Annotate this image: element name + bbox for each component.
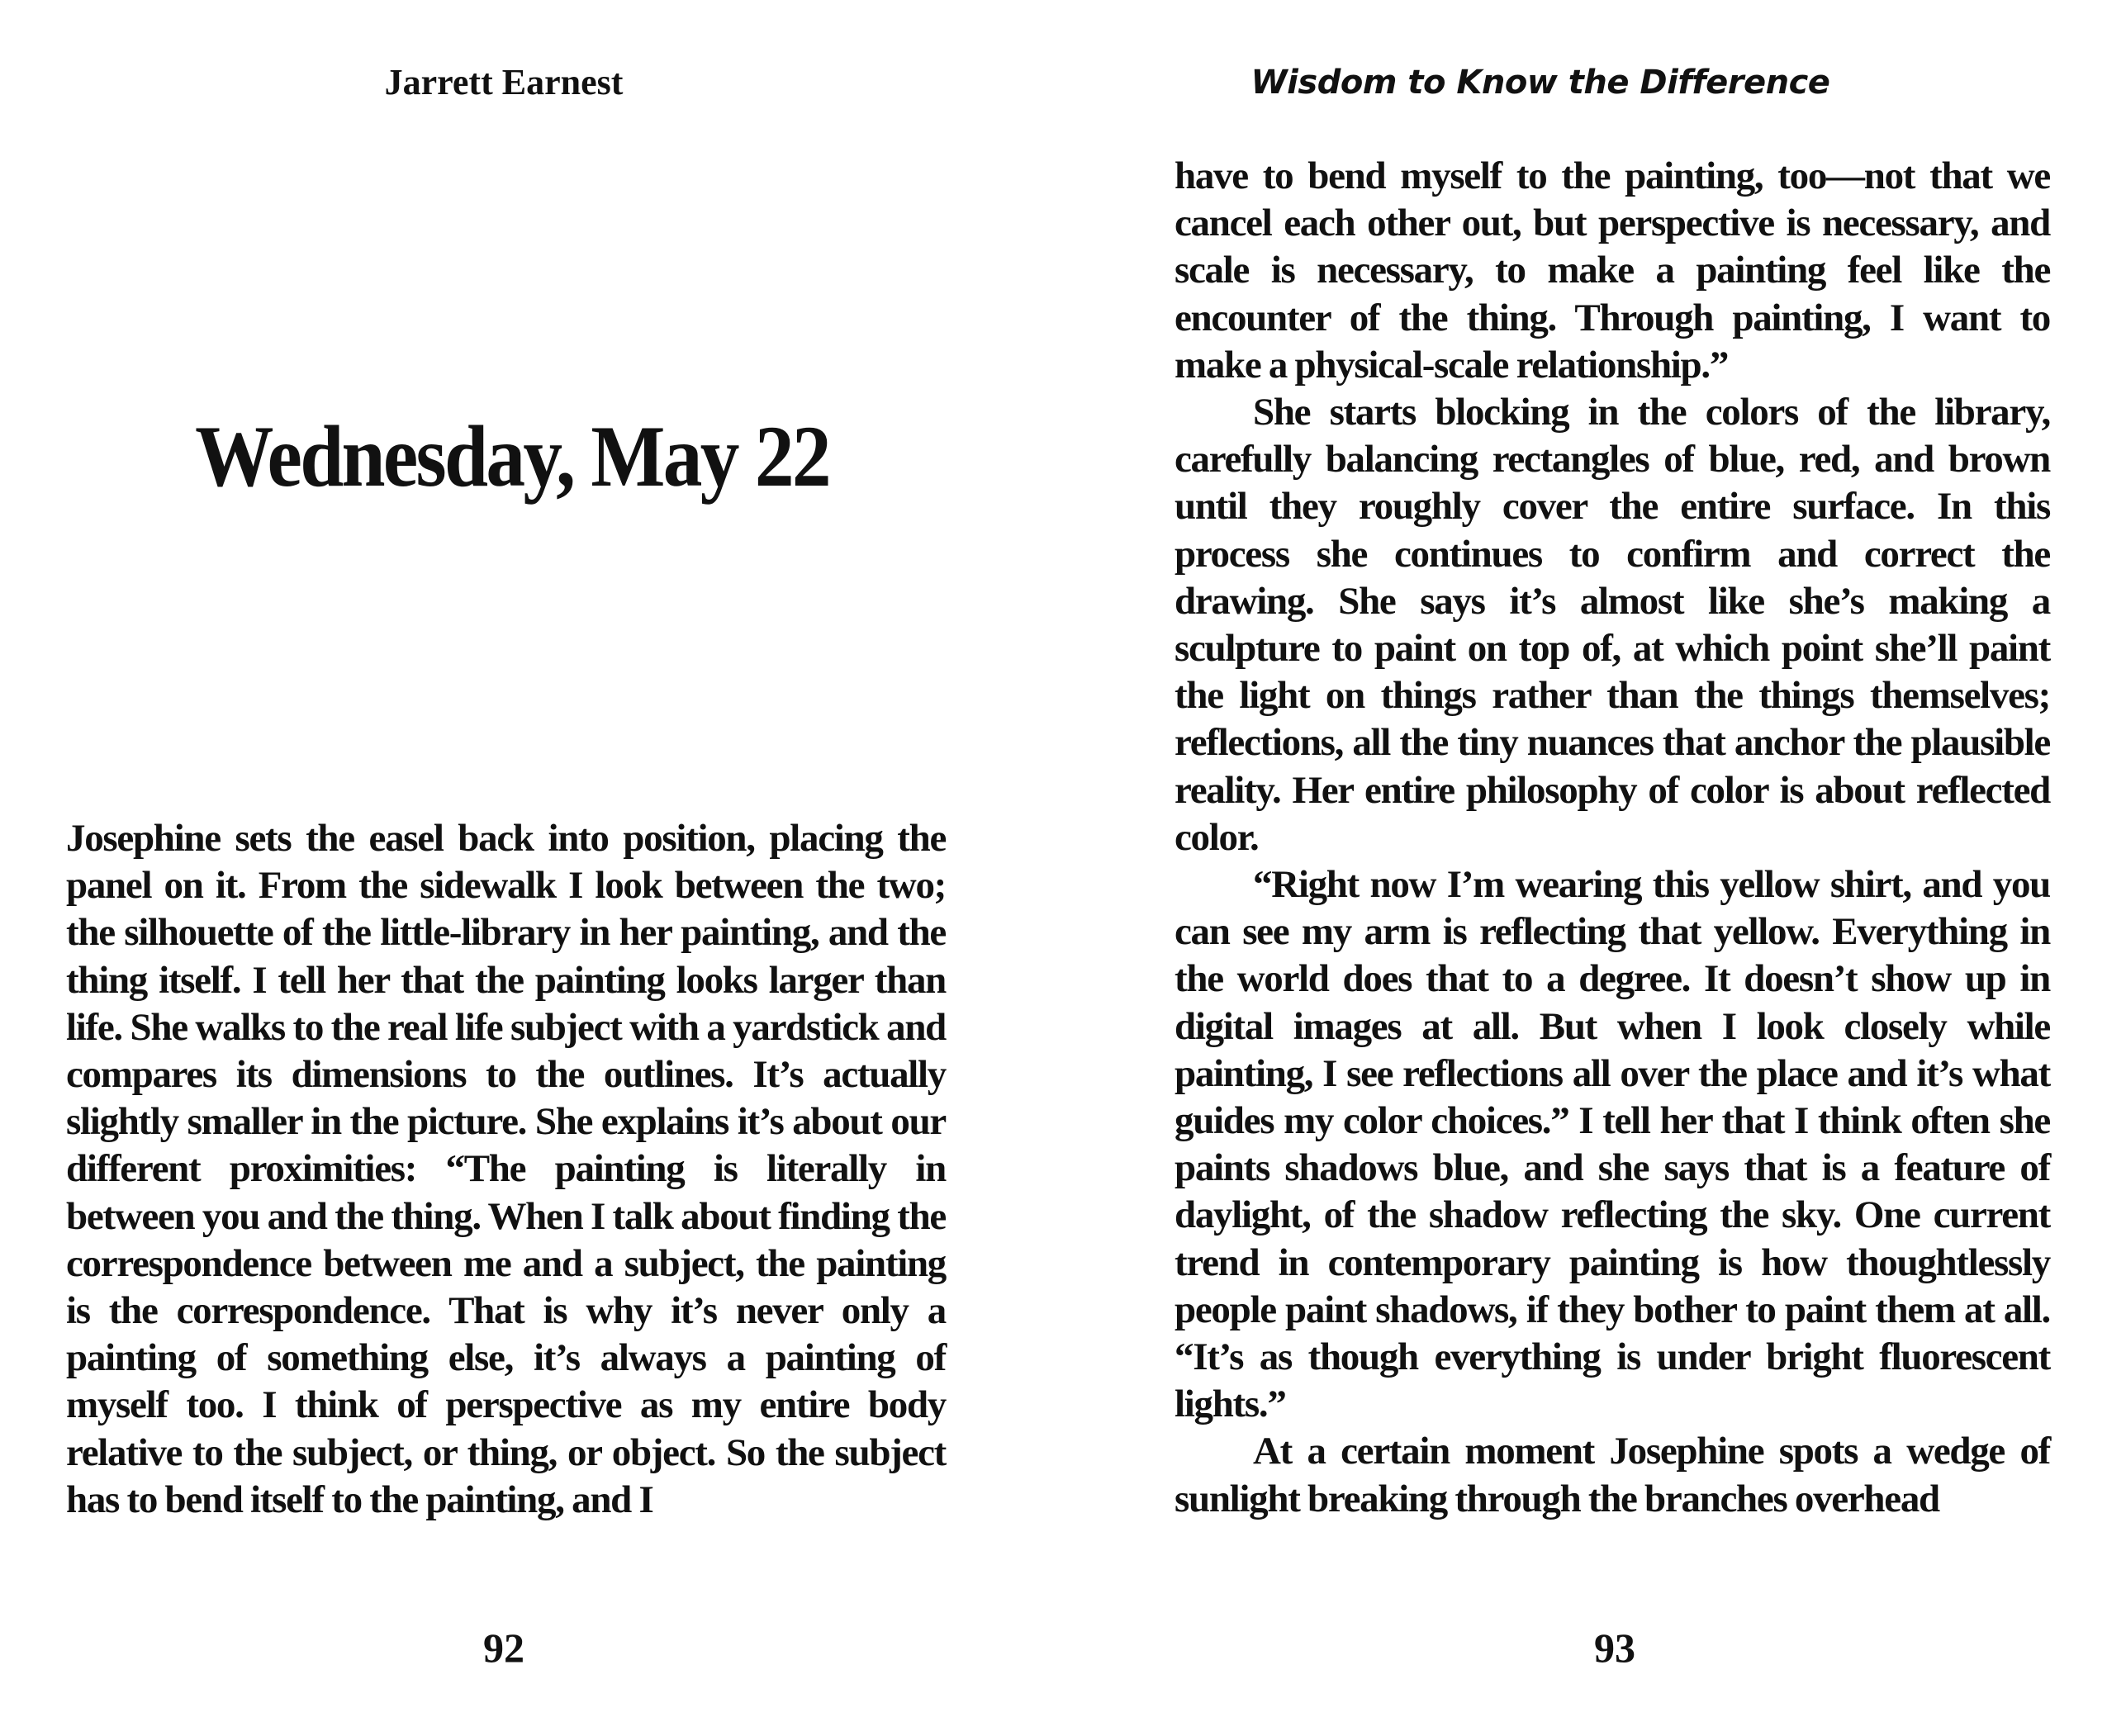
paragraph: Josephine sets the easel back into position, placing the panel on it. From the sidewalk I look between the two; the silhouette of the little-library in her painting, and the thing itself. I tell her that the painting looks larger than life. She walks to the real life subject with a yardstick and compares its dimensions to the outlines. It’s actually slightly smaller in the picture. She explains it’s about our different proximities: “The painting is literally in between you and the thing. When I talk about finding the correspondence between me and a subject, the painting is the correspondence. That is why it’s never only a painting of something else, it’s always a painting of myself too. I think of perspective as my entire body relative to the subject, or thing, or object. So the subject has to bend itself to the painting, and I xyxy=(66,817,946,1521)
paragraph: At a certain moment Josephine spots a wedge of sunlight breaking through the branches overhead xyxy=(1175,1430,2050,1520)
paragraph: have to bend myself to the painting, too—not that we cancel each other out, but perspective is necessary, and scale is necessary, to make a painting feel like the encounter of the thing. Through painting, I want to make a physical-scale relationship.” xyxy=(1175,154,2050,387)
paragraph: “Right now I’m wearing this yellow shirt, and you can see my arm is reflecting that yellow. Everything in the world does that to a degree. It doesn’t show up in digital images at all. But when I look closely while painting, I see reflections all over the place and it’s what guides my color choices.” I tell her that I think often she paints shadows blue, and she says that is a feature of daylight, of the shadow reflecting the sky. One current trend in contemporary painting is how thoughtlessly people paint shadows, if they bother to paint them at all. “It’s as though everything is under bright fluorescent lights.” xyxy=(1175,863,2050,1426)
running-head-author: Jarrett Earnest xyxy=(384,62,624,102)
running-head-title: Wisdom to Know the Difference xyxy=(1250,64,1830,102)
left-page xyxy=(0,0,1053,1736)
left-body-text xyxy=(66,815,946,1524)
chapter-title: Wednesday, May 22 xyxy=(195,408,829,505)
page-number: 92 xyxy=(483,1625,524,1671)
paragraph: She starts blocking in the colors of the library, carefully balancing rectangles of blue, red, and brown until they roughly cover the entire surface. In this process she continues to confirm and correct the drawing. She says it’s almost like she’s making a sculpture to paint on top of, at which point she’ll paint the light on things rather than the things themselves; reflections, all the tiny nuances that anchor the plausible reality. Her entire philosophy of color is about reflected color. xyxy=(1175,391,2050,859)
page-number: 93 xyxy=(1594,1625,1635,1671)
right-body-text xyxy=(1175,153,2050,1523)
right-page xyxy=(1053,0,2107,1736)
